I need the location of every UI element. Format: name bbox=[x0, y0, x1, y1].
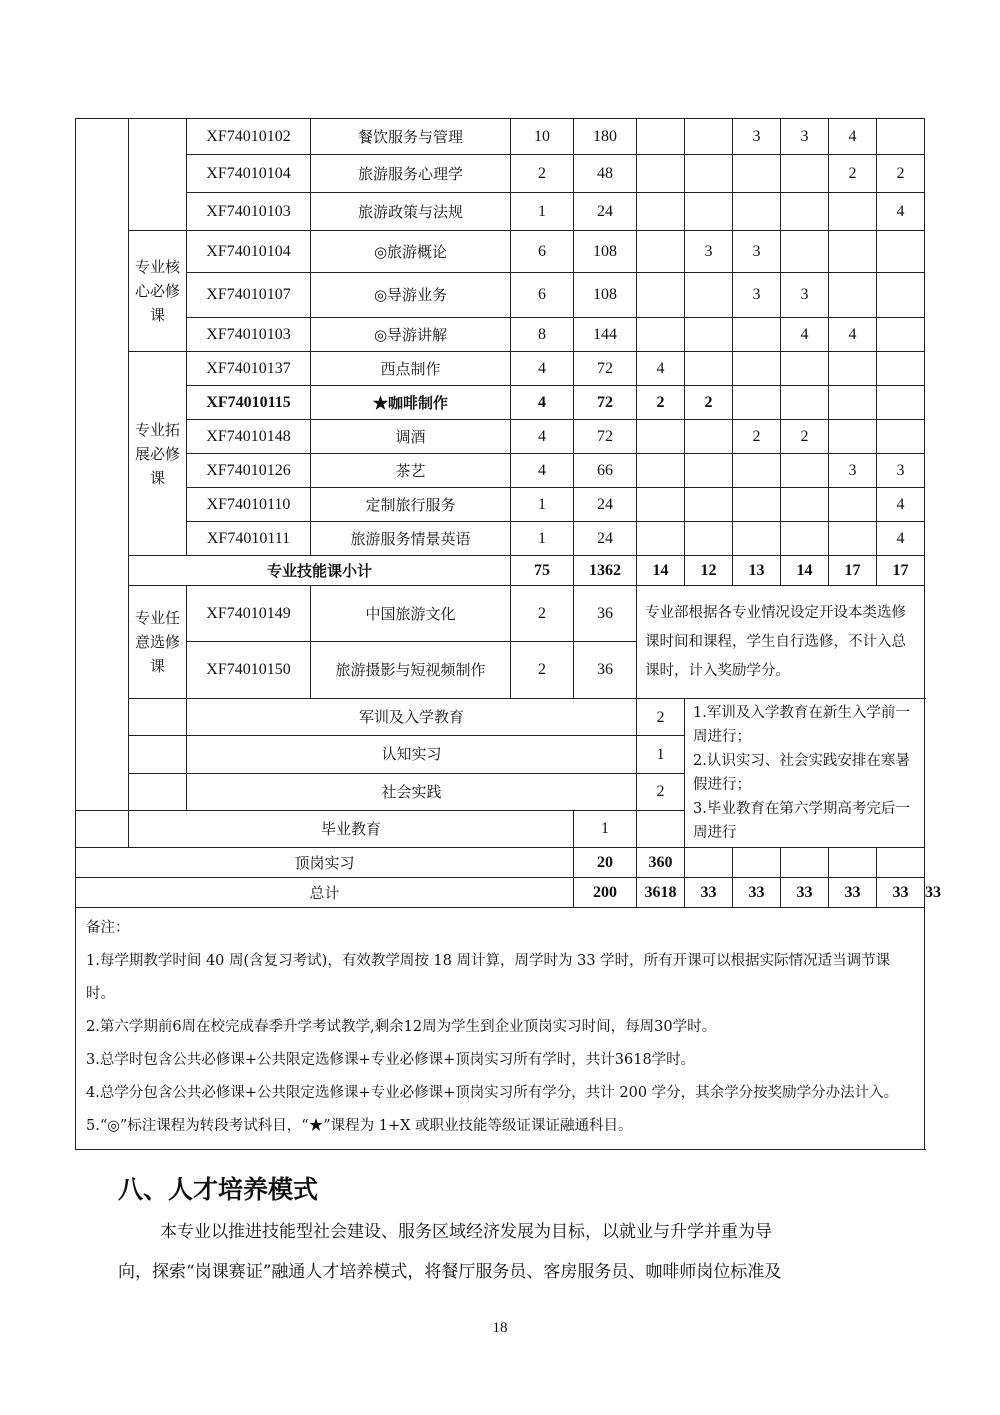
course-hours: 72 bbox=[574, 386, 637, 420]
semester-hours-s1: 2 bbox=[637, 386, 685, 420]
semester-hours-s1 bbox=[637, 119, 685, 155]
remarks-row bbox=[76, 908, 925, 1150]
course-credit: 6 bbox=[511, 231, 574, 273]
empty-cell bbox=[685, 848, 733, 878]
table-row bbox=[76, 119, 925, 155]
semester-hours-s6 bbox=[877, 318, 925, 352]
course-code: XF74010150 bbox=[187, 642, 311, 699]
practice-name: 认知实习 bbox=[187, 736, 637, 773]
course-credit: 6 bbox=[511, 273, 574, 318]
total-hours: 3618 bbox=[637, 878, 685, 908]
semester-hours-s4 bbox=[781, 488, 829, 522]
semester-hours-s3: 3 bbox=[733, 273, 781, 318]
semester-hours-s4 bbox=[781, 522, 829, 556]
subtotal-s2: 12 bbox=[685, 556, 733, 586]
section-paragraph-line-2: 向，探索“岗课赛证”融通人才培养模式，将餐厅服务员、客房服务员、咖啡师岗位标准及 bbox=[118, 1262, 782, 1282]
course-name: 调酒 bbox=[311, 420, 511, 454]
semester-hours-s1 bbox=[637, 420, 685, 454]
subtotal-row bbox=[76, 556, 925, 586]
total-s4: 33 bbox=[829, 878, 877, 908]
course-code: XF74010104 bbox=[187, 231, 311, 273]
semester-hours-s1 bbox=[637, 273, 685, 318]
course-credit: 4 bbox=[511, 386, 574, 420]
table-row bbox=[76, 231, 925, 273]
course-hours: 24 bbox=[574, 522, 637, 556]
section-paragraph-line-1: 本专业以推进技能型社会建设、服务区域经济发展为目标，以就业与升学并重为导 bbox=[160, 1222, 772, 1242]
semester-hours-s4 bbox=[781, 231, 829, 273]
semester-hours-s4 bbox=[781, 155, 829, 193]
practice-credit: 2 bbox=[637, 699, 685, 736]
total-row: 总计 200 3618 33 33 33 33 33 33 bbox=[76, 878, 925, 908]
course-code: XF74010107 bbox=[187, 273, 311, 318]
subtotal-credit: 75 bbox=[511, 556, 574, 586]
semester-hours-s1 bbox=[637, 193, 685, 231]
semester-hours-s2 bbox=[685, 488, 733, 522]
course-hours: 36 bbox=[574, 586, 637, 642]
semester-hours-s3 bbox=[733, 386, 781, 420]
semester-hours-s6 bbox=[877, 231, 925, 273]
course-code: XF74010103 bbox=[187, 318, 311, 352]
semester-hours-s5 bbox=[829, 386, 877, 420]
practice-category-cell bbox=[129, 773, 187, 810]
practice-note-line2: 2.认识实习、社会实践安排在寒暑假进行； bbox=[693, 753, 910, 793]
total-s5: 33 bbox=[877, 878, 925, 908]
table-row bbox=[76, 386, 925, 420]
subtotal-s4: 14 bbox=[781, 556, 829, 586]
semester-hours-s2: 3 bbox=[685, 231, 733, 273]
table-row bbox=[76, 193, 925, 231]
semester-hours-s6 bbox=[877, 352, 925, 386]
semester-hours-s3 bbox=[733, 454, 781, 488]
subtotal-label: 专业技能课小计 bbox=[129, 556, 511, 586]
section-heading: 八、人才培养模式 bbox=[118, 1175, 319, 1204]
table-row bbox=[76, 488, 925, 522]
semester-hours-s1 bbox=[637, 488, 685, 522]
subtotal-s3: 13 bbox=[733, 556, 781, 586]
page-number: 18 bbox=[492, 1320, 508, 1336]
practice-credit: 1 bbox=[574, 810, 637, 847]
semester-hours-s1: 4 bbox=[637, 352, 685, 386]
practice-category-cell bbox=[76, 810, 129, 847]
practice-note bbox=[685, 699, 925, 848]
course-name: 旅游政策与法规 bbox=[311, 193, 511, 231]
course-name: ★咖啡制作 bbox=[311, 386, 511, 420]
practice-row bbox=[76, 699, 925, 736]
semester-hours-s2 bbox=[685, 352, 733, 386]
semester-hours-s1 bbox=[637, 454, 685, 488]
semester-hours-s3 bbox=[733, 318, 781, 352]
empty-cell bbox=[877, 848, 925, 878]
elective-row bbox=[76, 586, 925, 642]
semester-hours-s4: 3 bbox=[781, 273, 829, 318]
total-s2: 33 bbox=[733, 878, 781, 908]
course-name: 茶艺 bbox=[311, 454, 511, 488]
practice-name: 毕业教育 bbox=[129, 810, 574, 847]
semester-hours-s5: 2 bbox=[829, 155, 877, 193]
course-hours: 72 bbox=[574, 420, 637, 454]
semester-hours-s6: 3 bbox=[877, 454, 925, 488]
table-row bbox=[76, 273, 925, 318]
internship-label: 顶岗实习 bbox=[76, 848, 574, 878]
semester-hours-s2 bbox=[685, 273, 733, 318]
category-label-core: 专业核心必修课 bbox=[129, 231, 187, 352]
remark-item: 3.总学时包含公共必修课+公共限定选修课+专业必修课+顶岗实习所有学时，共计3618学时。 bbox=[86, 1052, 696, 1068]
course-hours: 24 bbox=[574, 488, 637, 522]
course-credit: 4 bbox=[511, 454, 574, 488]
semester-hours-s6 bbox=[877, 420, 925, 454]
semester-hours-s3 bbox=[733, 193, 781, 231]
semester-hours-s6 bbox=[877, 119, 925, 155]
course-code: XF74010115 bbox=[187, 386, 311, 420]
remark-item: 2.第六学期前6周在校完成春季升学考试教学,剩余12周为学生到企业顶岗实习时间，每周30学时。 bbox=[86, 1019, 717, 1035]
course-code: XF74010104 bbox=[187, 155, 311, 193]
semester-hours-s4 bbox=[781, 454, 829, 488]
semester-hours-s6: 4 bbox=[877, 522, 925, 556]
semester-hours-s1 bbox=[637, 231, 685, 273]
semester-hours-s4: 3 bbox=[781, 119, 829, 155]
remark-item: 5.“◎”标注课程为转段考试科目，“★”课程为 1+X 或职业技能等级证课证融通科目。 bbox=[86, 1118, 633, 1134]
course-hours: 24 bbox=[574, 193, 637, 231]
semester-hours-s6: 4 bbox=[877, 488, 925, 522]
course-credit: 4 bbox=[511, 420, 574, 454]
course-credit: 2 bbox=[511, 155, 574, 193]
table-row bbox=[76, 454, 925, 488]
semester-hours-s3: 2 bbox=[733, 420, 781, 454]
practice-name: 社会实践 bbox=[187, 773, 637, 810]
course-code: XF74010137 bbox=[187, 352, 311, 386]
category-cell bbox=[129, 119, 187, 231]
semester-hours-s2 bbox=[685, 119, 733, 155]
internship-hours: 360 bbox=[637, 848, 685, 878]
semester-hours-s3 bbox=[733, 155, 781, 193]
course-credit: 2 bbox=[511, 586, 574, 642]
course-credit: 1 bbox=[511, 522, 574, 556]
semester-hours-s4 bbox=[781, 352, 829, 386]
semester-hours-s5: 4 bbox=[829, 318, 877, 352]
semester-hours-s4: 2 bbox=[781, 420, 829, 454]
semester-hours-s6: 4 bbox=[877, 193, 925, 231]
category-label-extend: 专业拓展必修课 bbox=[129, 352, 187, 556]
semester-hours-s2 bbox=[685, 155, 733, 193]
total-s3: 33 bbox=[781, 878, 829, 908]
semester-hours-s2 bbox=[685, 193, 733, 231]
table-row bbox=[76, 318, 925, 352]
subtotal-s1: 14 bbox=[637, 556, 685, 586]
semester-hours-s6: 2 bbox=[877, 155, 925, 193]
practice-note-line3: 3.毕业教育在第六学期高考完后一周进行 bbox=[693, 801, 910, 841]
course-hours: 108 bbox=[574, 231, 637, 273]
course-name: 旅游服务心理学 bbox=[311, 155, 511, 193]
total-label: 总计 bbox=[76, 878, 574, 908]
practice-credit: 1 bbox=[637, 736, 685, 773]
semester-hours-s3 bbox=[733, 522, 781, 556]
category-label-elective: 专业任意选修课 bbox=[129, 586, 187, 699]
semester-hours-s3: 3 bbox=[733, 231, 781, 273]
curriculum-table bbox=[75, 118, 941, 1150]
course-code: XF74010103 bbox=[187, 193, 311, 231]
course-hours: 144 bbox=[574, 318, 637, 352]
course-credit: 4 bbox=[511, 352, 574, 386]
semester-hours-s5 bbox=[829, 273, 877, 318]
semester-hours-s1 bbox=[637, 318, 685, 352]
semester-hours-s2 bbox=[685, 420, 733, 454]
semester-hours-s5 bbox=[829, 193, 877, 231]
semester-hours-s5 bbox=[829, 231, 877, 273]
course-credit: 10 bbox=[511, 119, 574, 155]
course-name: ◎导游业务 bbox=[311, 273, 511, 318]
semester-hours-s4 bbox=[781, 193, 829, 231]
course-credit: 1 bbox=[511, 193, 574, 231]
semester-hours-s5 bbox=[829, 420, 877, 454]
practice-category-cell bbox=[129, 699, 187, 736]
table-row bbox=[76, 420, 925, 454]
semester-hours-s4: 4 bbox=[781, 318, 829, 352]
course-code: XF74010111 bbox=[187, 522, 311, 556]
remark-item: 4.总学分包含公共必修课+公共限定选修课+专业必修课+顶岗实习所有学分，共计 200 学分，其余学分按奖励学分办法计入。 bbox=[86, 1085, 899, 1101]
internship-row bbox=[76, 848, 925, 878]
course-name: 餐饮服务与管理 bbox=[311, 119, 511, 155]
course-credit: 2 bbox=[511, 642, 574, 699]
total-s1: 33 bbox=[685, 878, 733, 908]
course-code: XF74010102 bbox=[187, 119, 311, 155]
semester-hours-s5 bbox=[829, 488, 877, 522]
course-credit: 1 bbox=[511, 488, 574, 522]
table-row bbox=[76, 522, 925, 556]
semester-hours-s5 bbox=[829, 522, 877, 556]
course-name: 西点制作 bbox=[311, 352, 511, 386]
table-row bbox=[76, 155, 925, 193]
semester-hours-s5: 3 bbox=[829, 454, 877, 488]
total-credit: 200 bbox=[574, 878, 637, 908]
practice-note-line1: 1.军训及入学教育在新生入学前一周进行； bbox=[693, 705, 910, 745]
table-row bbox=[76, 352, 925, 386]
course-name: ◎旅游概论 bbox=[311, 231, 511, 273]
semester-hours-s1 bbox=[637, 155, 685, 193]
course-code: XF74010148 bbox=[187, 420, 311, 454]
remarks-title: 备注： bbox=[86, 920, 130, 936]
course-hours: 36 bbox=[574, 642, 637, 699]
remark-item: 1.每学期教学时间 40 周(含复习考试)，有效教学周按 18 周计算，周学时为 33 学时，所有开课可以根据实际情况适当调节课时。 bbox=[86, 953, 891, 1002]
course-name: 中国旅游文化 bbox=[311, 586, 511, 642]
course-hours: 180 bbox=[574, 119, 637, 155]
course-name: 定制旅行服务 bbox=[311, 488, 511, 522]
semester-hours-s6 bbox=[877, 386, 925, 420]
empty-cell bbox=[733, 848, 781, 878]
practice-category-cell bbox=[129, 736, 187, 773]
semester-hours-s2 bbox=[685, 522, 733, 556]
practice-credit: 2 bbox=[637, 773, 685, 810]
semester-hours-s5 bbox=[829, 352, 877, 386]
elective-note: 专业部根据各专业情况设定开设本类选修课时间和课程，学生自行选修，不计入总课时，计入奖励学分。 bbox=[637, 586, 925, 699]
outer-category-cell bbox=[76, 119, 129, 811]
course-hours: 72 bbox=[574, 352, 637, 386]
semester-hours-s1 bbox=[637, 522, 685, 556]
course-code: XF74010149 bbox=[187, 586, 311, 642]
semester-hours-s5: 4 bbox=[829, 119, 877, 155]
empty-cell bbox=[829, 848, 877, 878]
course-credit: 8 bbox=[511, 318, 574, 352]
remarks-cell bbox=[76, 908, 925, 1150]
course-name: ◎导游讲解 bbox=[311, 318, 511, 352]
course-code: XF74010110 bbox=[187, 488, 311, 522]
semester-hours-s2 bbox=[685, 454, 733, 488]
semester-hours-s3 bbox=[733, 352, 781, 386]
course-hours: 48 bbox=[574, 155, 637, 193]
semester-hours-s2 bbox=[685, 318, 733, 352]
course-code: XF74010126 bbox=[187, 454, 311, 488]
course-hours: 66 bbox=[574, 454, 637, 488]
subtotal-hours: 1362 bbox=[574, 556, 637, 586]
semester-hours-s3: 3 bbox=[733, 119, 781, 155]
semester-hours-s2: 2 bbox=[685, 386, 733, 420]
semester-hours-s3 bbox=[733, 488, 781, 522]
semester-hours-s6 bbox=[877, 273, 925, 318]
empty-cell bbox=[781, 848, 829, 878]
subtotal-s5: 17 bbox=[829, 556, 877, 586]
practice-name: 军训及入学教育 bbox=[187, 699, 637, 736]
semester-hours-s4 bbox=[781, 386, 829, 420]
course-name: 旅游摄影与短视频制作 bbox=[311, 642, 511, 699]
course-hours: 108 bbox=[574, 273, 637, 318]
course-name: 旅游服务情景英语 bbox=[311, 522, 511, 556]
subtotal-s6: 17 bbox=[877, 556, 925, 586]
internship-credit: 20 bbox=[574, 848, 637, 878]
